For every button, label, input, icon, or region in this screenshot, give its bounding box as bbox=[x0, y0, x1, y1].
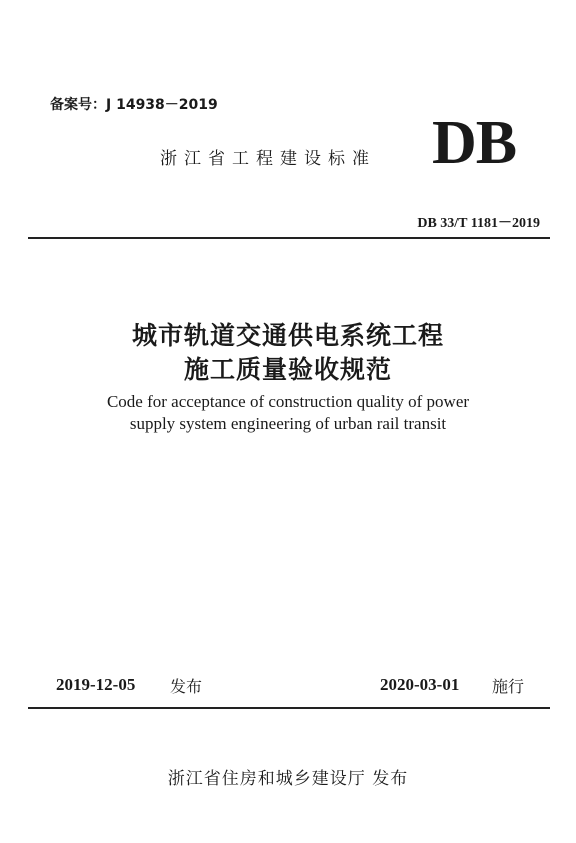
title-cn-line1: 城市轨道交通供电系统工程 bbox=[131, 321, 444, 350]
standard-number: DB 33/T 1181－2019 bbox=[417, 216, 540, 231]
issue-label: 发布 bbox=[170, 677, 203, 696]
effective-label: 施行 bbox=[492, 677, 525, 696]
effective-date: 2020-03-01 bbox=[380, 675, 460, 694]
bottom-divider bbox=[28, 707, 550, 709]
db-logo: DB bbox=[432, 109, 517, 177]
issue-date: 2019-12-05 bbox=[56, 675, 136, 694]
title-cn-line2: 施工质量验收规范 bbox=[183, 355, 392, 384]
record-number: 备案号：J 14938－2019 bbox=[50, 97, 218, 113]
title-en-line1: Code for acceptance of construction quality of power bbox=[106, 392, 470, 411]
issuer: 浙江省住房和城乡建设厅 发布 bbox=[167, 769, 409, 789]
title-en-line2: supply system engineering of urban rail transit bbox=[129, 414, 447, 433]
standard-type: 浙江省工程建设标准 bbox=[160, 149, 376, 169]
top-divider bbox=[28, 237, 550, 239]
